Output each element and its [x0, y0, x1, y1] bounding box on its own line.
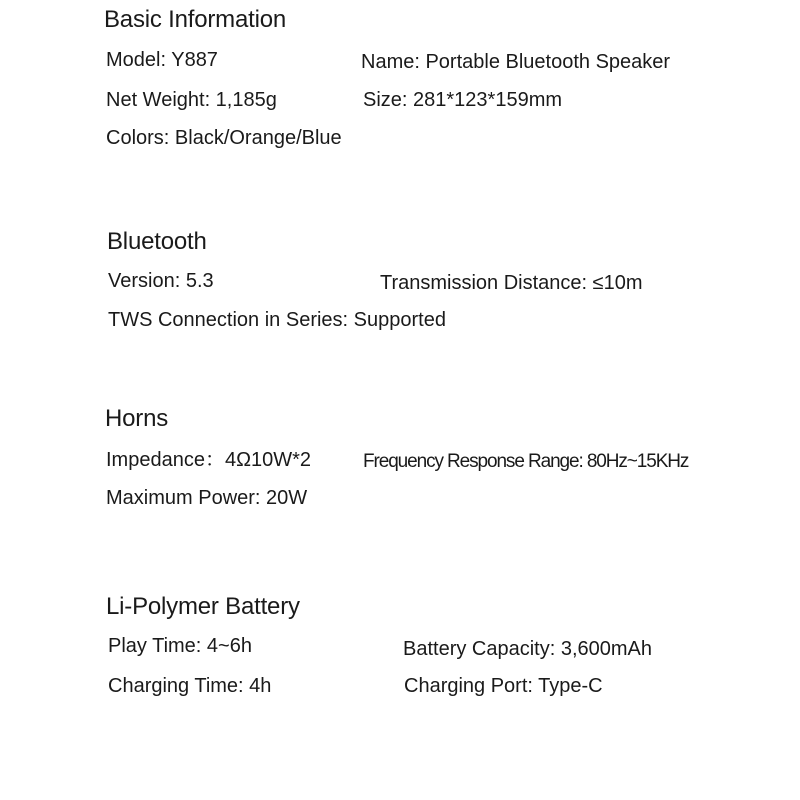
spec-frequency-response: Frequency Response Range: 80Hz~15KHz	[363, 451, 689, 472]
spec-colors: Colors: Black/Orange/Blue	[106, 127, 342, 149]
spec-name: Name: Portable Bluetooth Speaker	[361, 51, 671, 73]
spec-battery-capacity: Battery Capacity: 3,600mAh	[403, 638, 653, 660]
spec-impedance: Impedance：4Ω10W*2	[106, 449, 312, 471]
section-title-basic-information: Basic Information	[104, 6, 287, 33]
spec-transmission-distance: Transmission Distance: ≤10m	[380, 272, 643, 294]
section-title-li-polymer-battery: Li-Polymer Battery	[106, 593, 300, 620]
spec-charging-time: Charging Time: 4h	[108, 675, 272, 697]
spec-net-weight: Net Weight: 1,185g	[106, 89, 277, 111]
spec-play-time: Play Time: 4~6h	[108, 635, 252, 657]
spec-model: Model: Y887	[106, 49, 218, 71]
spec-tws-connection: TWS Connection in Series: Supported	[108, 309, 446, 331]
spec-size: Size: 281*123*159mm	[363, 89, 563, 111]
spec-charging-port: Charging Port: Type-C	[404, 675, 603, 697]
section-title-horns: Horns	[105, 405, 169, 432]
spec-maximum-power: Maximum Power: 20W	[106, 487, 308, 509]
spec-version: Version: 5.3	[108, 270, 214, 292]
section-title-bluetooth: Bluetooth	[107, 228, 207, 255]
